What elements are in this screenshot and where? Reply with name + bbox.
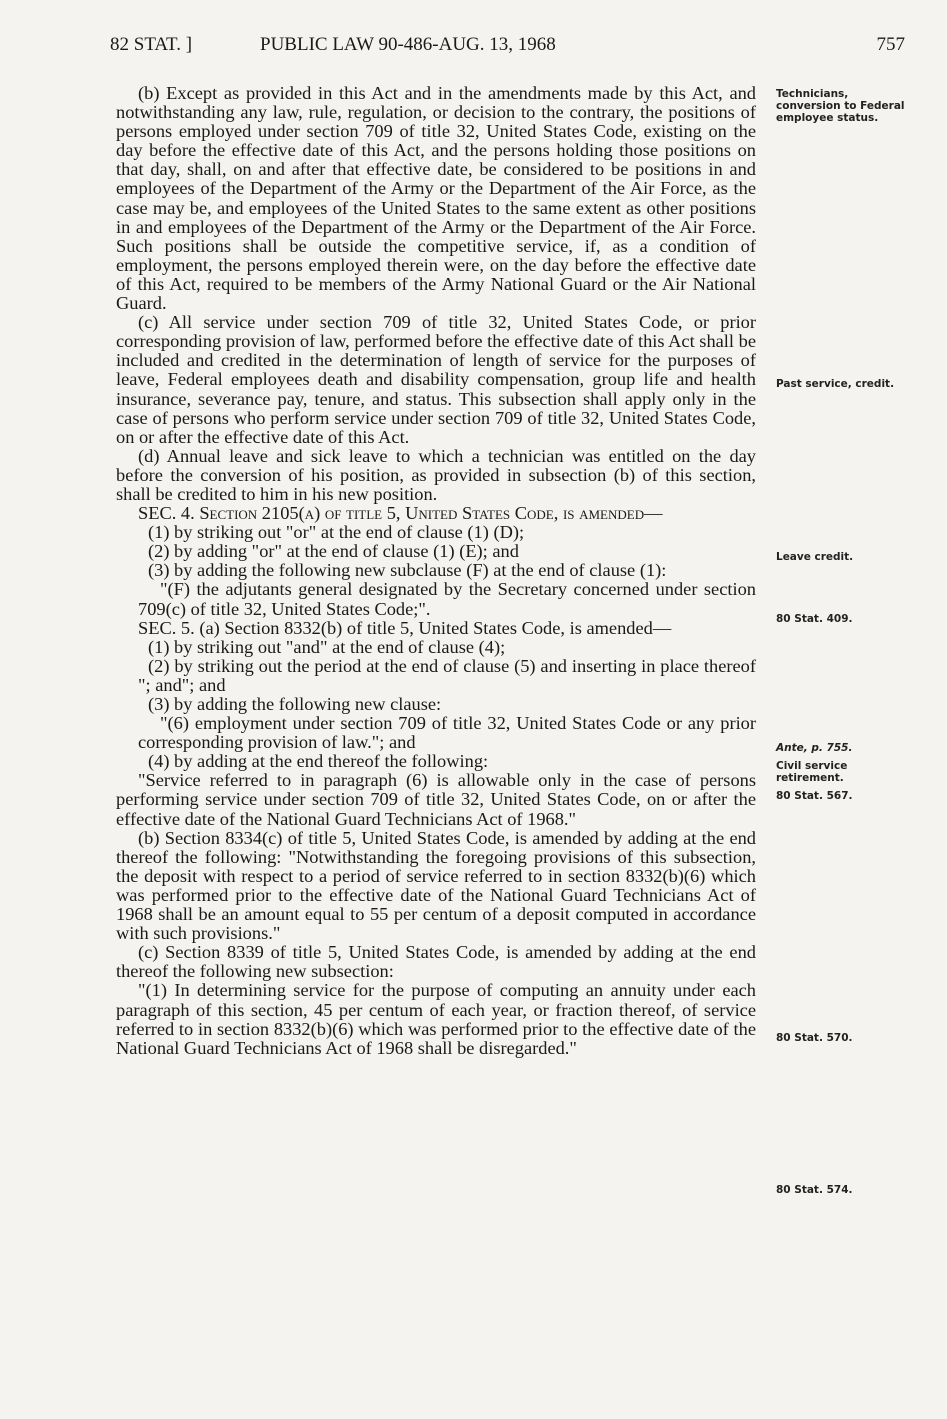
- section-4-subclause-f: "(F) the adjutants general designated by the Secretary concerned under section 709(c) of title 32, United States Code;".: [138, 579, 756, 619]
- section-5-clause-2: (2) by striking out the period at the end of clause (5) and inserting in place thereof "; and"; and: [138, 655, 756, 695]
- margin-note-stat-574: 80 Stat. 574.: [776, 1184, 853, 1196]
- paragraph-b-conversion: (b) Except as provided in this Act and in the amendments made by this Act, and notwithstanding any law, rule, regulation, or decision to the contrary, the positions of persons employed under section 709 of title 32, United States Code, existing on the day before the effective date of this Act, and the persons holding those positions on that day, shall, on and after that effective date, be considered to be positions in and employees of the Department of the Army or the Department of the Air Force, as the case may be, and employees of the United States to the same extent as other positions in and employees of the Department of the Army or the Department of the Air Force. Such positions shall be outside the competitive service, if, as a condition of employment, the persons employed therein were, on the day before the effective date of this Act, required to be members of the Army National Guard or the Air National Guard.: [116, 83, 756, 314]
- margin-note-technicians: Technicians, conversion to Federal employee status.: [776, 88, 905, 124]
- margin-note-ante: [776, 742, 906, 754]
- section-5-b: (b) Section 8334(c) of title 5, United States Code, is amended by adding at the end thereof the following: "Notwithstanding the foregoing provisions of this subsection, the deposit with respect to a period of service referred to in section 8332(b)(6) which was performed prior to the effective date of the National Guard Technicians Act of 1968 shall be an amount equal to 55 per centum of a deposit computed in accordance with such provisions.": [116, 827, 756, 944]
- section-5-c: (c) Section 8339 of title 5, United States Code, is amended by adding at the end thereof the following new subsection:: [116, 942, 756, 982]
- statute-volume: 82 STAT. ]: [110, 34, 193, 55]
- section-4-clause-1: (1) by striking out "or" at the end of clause (1) (D);: [148, 522, 525, 543]
- margin-note-past-service: Past service, credit.: [776, 378, 895, 390]
- running-title: PUBLIC LAW 90-486-AUG. 13, 1968: [260, 34, 556, 55]
- margin-note-civil-service: Civil service retirement.: [776, 760, 848, 784]
- section-5-heading: SEC. 5. (a) Section 8332(b) of title 5, United States Code, is amended—: [138, 617, 672, 638]
- section-4-heading: SEC. 4. Section 2105(a) of title 5, United States Code, is amended—: [138, 503, 663, 524]
- section-5-service-note: "Service referred to in paragraph (6) is allowable only in the case of persons performing service under section 709 of title 32, United States Code, on or after the effective date of the National Guard Technicians Act of 1968.": [116, 770, 756, 829]
- section-4-clause-3: (3) by adding the following new subclause (F) at the end of clause (1):: [148, 560, 667, 581]
- margin-note-ante-text: Ante, p. 755.: [776, 742, 853, 754]
- page-number: 757: [876, 34, 905, 55]
- margin-note-stat-409: 80 Stat. 409.: [776, 613, 853, 625]
- margin-note-leave-credit: Leave credit.: [776, 551, 854, 563]
- paragraph-d-leave: (d) Annual leave and sick leave to which a technician was entitled on the day before the conversion of his position, as provided in subsection (b) of this section, shall be credited to him in his new position.: [116, 445, 756, 504]
- section-5-clause-1: (1) by striking out "and" at the end of clause (4);: [148, 636, 506, 657]
- section-5-clause-4: (4) by adding at the end thereof the following:: [148, 751, 489, 772]
- section-5-clause-3: (3) by adding the following new clause:: [148, 694, 442, 714]
- page-header: [110, 34, 905, 58]
- margin-note-stat-570: 80 Stat. 570.: [776, 1032, 853, 1044]
- section-5-new-clause-6: "(6) employment under section 709 of title 32, United States Code or any prior corresponding provision of law."; and: [138, 713, 756, 753]
- paragraph-c-service: (c) All service under section 709 of title 32, United States Code, or prior corresponding provision of law, performed before the effective date of this Act shall be included and credited in the determination of length of service for the purposes of leave, Federal employees death and disability compensation, group life and health insurance, severance pay, tenure, and status. This subsection shall apply only in the case of persons who perform service under section 709 of title 32, United States Code, on or after the effective date of this Act.: [116, 312, 756, 447]
- section-4-clause-2: (2) by adding "or" at the end of clause (1) (E); and: [148, 541, 519, 562]
- margin-note-stat-567: 80 Stat. 567.: [776, 790, 853, 802]
- section-5-c-subsection-1: "(1) In determining service for the purpose of computing an annuity under each paragraph of this section, 45 per centum of each year, or fraction thereof, of service referred to in section 8332(b)(6) which was performed prior to the effective date of the National Guard Technicians Act of 1968 shall be disregarded.": [116, 980, 756, 1058]
- page-body: [116, 84, 756, 1058]
